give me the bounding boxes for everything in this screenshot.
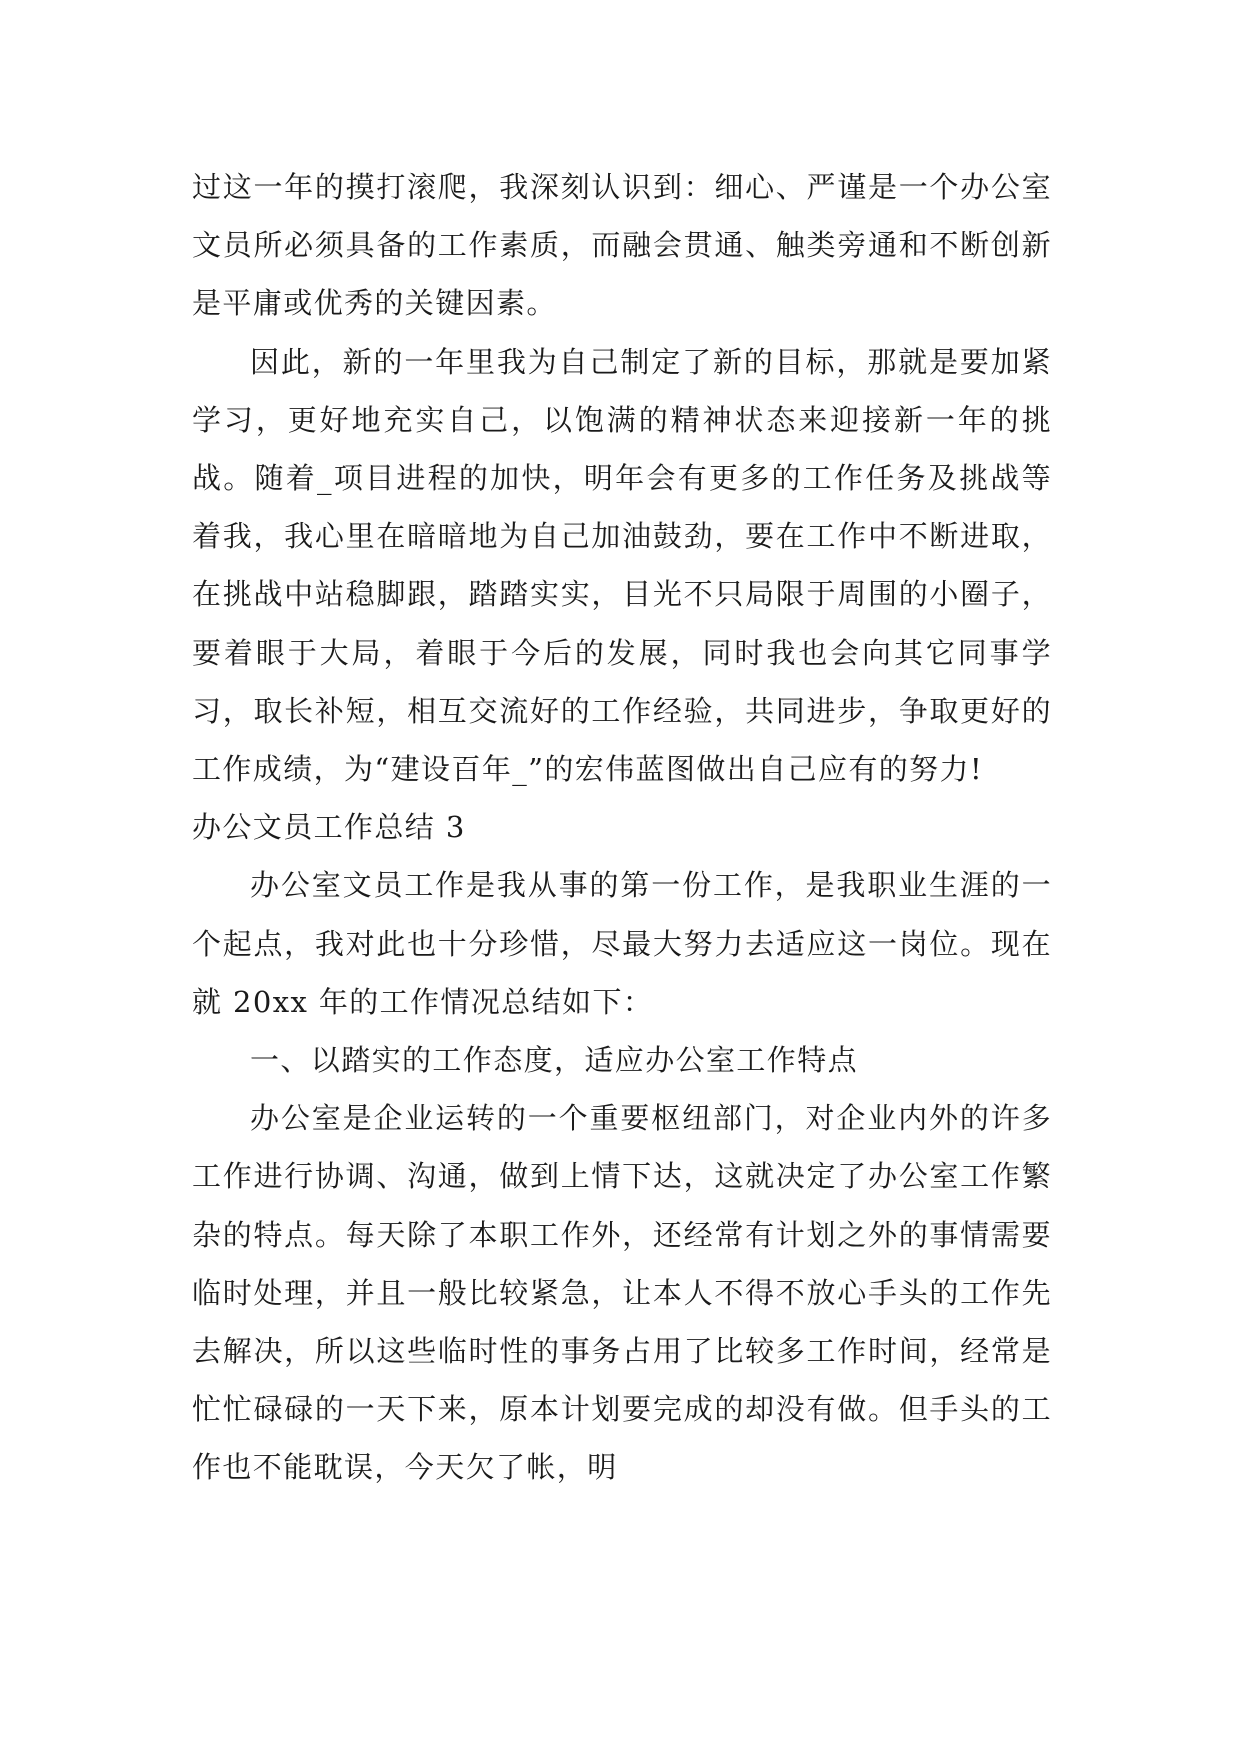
document-body (192, 158, 1052, 1497)
paragraph-continuation: 过这一年的摸打滚爬，我深刻认识到：细心、严谨是一个办公室文员所必须具备的工作素质，而融会贯通、触类旁通和不断创新是平庸或优秀的关键因素。 (192, 170, 1052, 321)
subheading-work-attitude: 一、以踏实的工作态度，适应办公室工作特点 (250, 1043, 859, 1078)
section-heading: 办公文员工作总结 3 (192, 810, 466, 845)
paragraph-new-goals: 因此，新的一年里我为自己制定了新的目标，那就是要加紧学习，更好地充实自己，以饱满的精神状态来迎接新一年的挑战。随着_项目进程的加快，明年会有更多的工作任务及挑战等着我，我心里在暗暗地为自己加油鼓劲，要在工作中不断进取，在挑战中站稳脚跟，踏踏实实，目光不只局限于周围的小圈子，要着眼于大局，着眼于今后的发展，同时我也会向其它同事学习，取长补短，相互交流好的工作经验，共同进步，争取更好的工作成绩，为“建设百年_”的宏伟蓝图做出自己应有的努力! (192, 344, 1052, 787)
paragraph-intro: 办公室文员工作是我从事的第一份工作，是我职业生涯的一个起点，我对此也十分珍惜，尽最大努力去适应这一岗位。现在就 20xx 年的工作情况总结如下： (192, 868, 1052, 1019)
paragraph-office-features: 办公室是企业运转的一个重要枢纽部门，对企业内外的许多工作进行协调、沟通，做到上情下达，这就决定了办公室工作繁杂的特点。每天除了本职工作外，还经常有计划之外的事情需要临时处理，并且一般比较紧急，让本人不得不放心手头的工作先去解决，所以这些临时性的事务占用了比较多工作时间，经常是忙忙碌碌的一天下来，原本计划要完成的却没有做。但手头的工作也不能耽误，今天欠了帐，明 (192, 1101, 1052, 1485)
